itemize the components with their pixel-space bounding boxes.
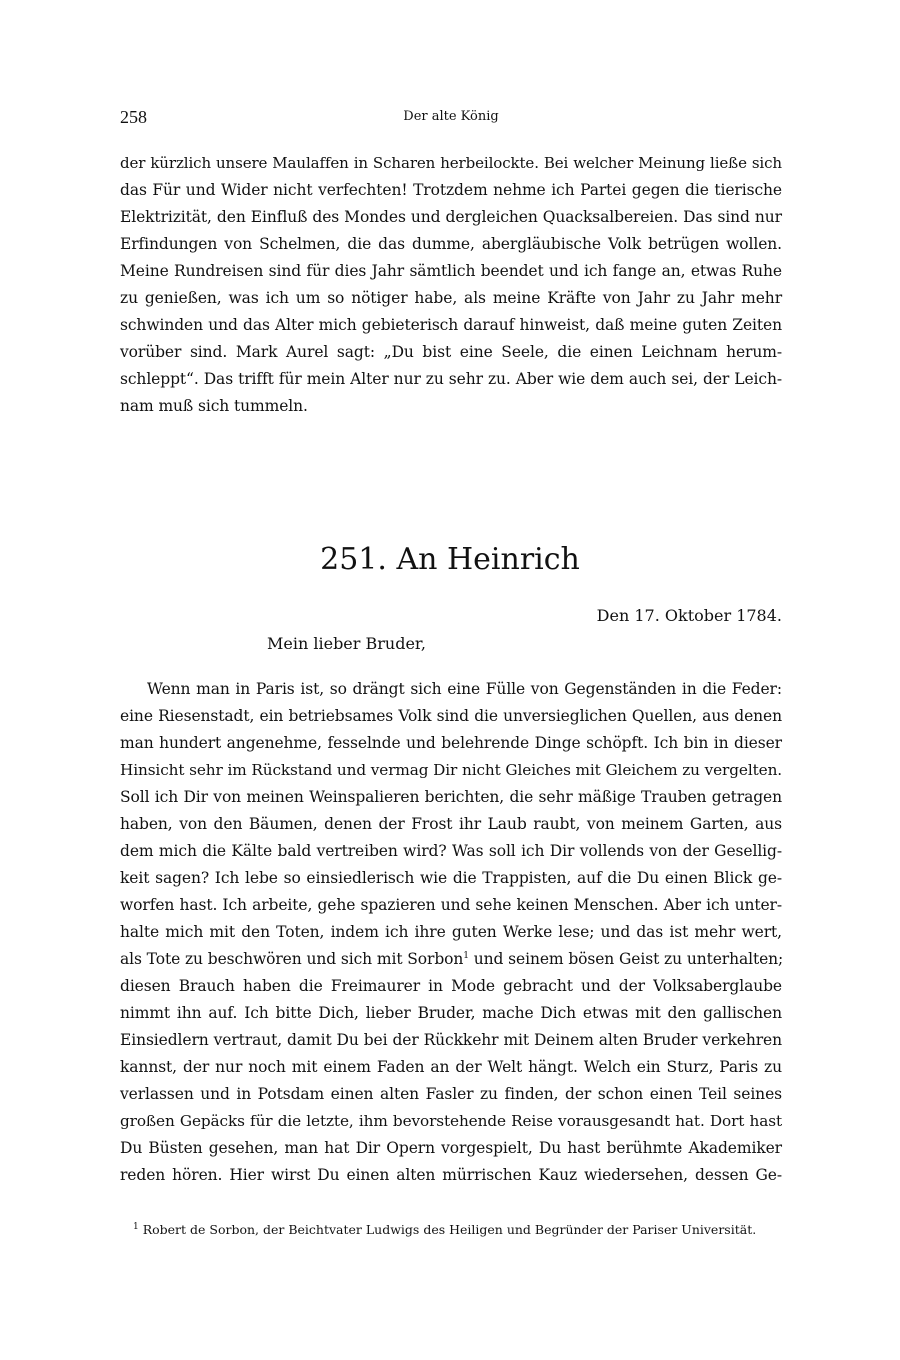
- text-line: Du Büsten gesehen, man hat Dir Opern vorgespielt, Du hast berühmte Akademiker: [120, 1139, 782, 1157]
- text-line: Erfindungen von Schelmen, die das dumme, abergläubische Volk betrügen wollen.: [120, 235, 782, 253]
- letter-date: Den 17. Oktober 1784.: [596, 606, 782, 625]
- text-line: Elektrizität, den Einfluß des Mondes und dergleichen Quacksalbereien. Das sind nur: [120, 208, 782, 226]
- text-line: schleppt“. Das trifft für mein Alter nur zu sehr zu. Aber wie dem auch sei, der Leich-: [120, 370, 782, 388]
- text-line: vorüber sind. Mark Aurel sagt: „Du bist eine Seele, die einen Leichnam herum-: [120, 343, 782, 361]
- footnote-marker: 1: [133, 1221, 139, 1232]
- text-line: Wenn man in Paris ist, so drängt sich eine Fülle von Gegenständen in die Feder:: [147, 680, 782, 698]
- text-line: eine Riesenstadt, ein betriebsames Volk sind die unversieglichen Quellen, aus denen: [120, 707, 782, 725]
- text-line: worfen hast. Ich arbeite, gehe spazieren und sehe keinen Menschen. Aber ich unter-: [120, 896, 782, 914]
- text-line: Meine Rundreisen sind für dies Jahr sämtlich beendet und ich fange an, etwas Ruhe: [120, 262, 782, 280]
- text-line: dem mich die Kälte bald vertreiben wird? Was soll ich Dir vollends von der Gesellig-: [120, 842, 782, 860]
- text-line: der kürzlich unsere Maulaffen in Scharen herbeilockte. Bei welcher Meinung ließe sich: [120, 154, 782, 172]
- text-line: nam muß sich tummeln.: [120, 397, 308, 415]
- footnote-reference[interactable]: 1: [463, 950, 469, 961]
- text-line: verlassen und in Potsdam einen alten Fasler zu finden, der schon einen Teil seines: [120, 1085, 782, 1103]
- text-line: nimmt ihn auf. Ich bitte Dich, lieber Bruder, mache Dich etwas mit den gallischen: [120, 1004, 782, 1022]
- text-line: man hundert angenehme, fesselnde und belehrende Dinge schöpft. Ich bin in dieser: [120, 734, 782, 752]
- running-head: [120, 106, 782, 128]
- text-line: großen Gepäcks für die letzte, ihm bevorstehende Reise vorausgesandt hat. Dort hast: [120, 1112, 782, 1130]
- footnote: [133, 1220, 793, 1240]
- text-line: keit sagen? Ich lebe so einsiedlerisch wie die Trappisten, auf die Du einen Blick ge-: [120, 869, 782, 887]
- letter-salutation: Mein lieber Bruder,: [267, 634, 426, 653]
- text-line: Soll ich Dir von meinen Weinspalieren berichten, die sehr mäßige Trauben getragen: [120, 788, 782, 806]
- text-segment: als Tote zu beschwören und sich mit Sorbon: [120, 950, 464, 968]
- text-line: das Für und Wider nicht verfechten! Trotzdem nehme ich Partei gegen die tierische: [120, 181, 782, 199]
- footnote-text: Robert de Sorbon, der Beichtvater Ludwigs des Heiligen und Begründer der Pariser Universität.: [142, 1222, 757, 1237]
- text-line: haben, von den Bäumen, denen der Frost ihr Laub raubt, von meinem Garten, aus: [120, 815, 782, 833]
- text-line: halte mich mit den Toten, indem ich ihre guten Werke lese; und das ist mehr wert,: [120, 923, 782, 941]
- text-line: Hinsicht sehr im Rückstand und vermag Dir nicht Gleiches mit Gleichem zu vergelten.: [120, 761, 783, 779]
- text-line: kannst, der nur noch mit einem Faden an der Welt hängt. Welch ein Sturz, Paris zu: [120, 1058, 782, 1076]
- running-title: Der alte König: [403, 109, 499, 124]
- text-line: schwinden und das Alter mich gebieterisch darauf hinweist, daß meine guten Zeiten: [120, 316, 782, 334]
- letter-heading: 251. An Heinrich: [320, 542, 580, 577]
- text-line-with-footnote: [120, 948, 782, 970]
- text-line: zu genießen, was ich um so nötiger habe, als meine Kräfte von Jahr zu Jahr mehr: [120, 289, 782, 307]
- text-segment: und seinem bösen Geist zu unterhalten;: [468, 950, 784, 968]
- text-line: reden hören. Hier wirst Du einen alten mürrischen Kauz wiedersehen, dessen Ge-: [120, 1166, 782, 1184]
- page-number: 258: [120, 107, 147, 127]
- text-line: diesen Brauch haben die Freimaurer in Mode gebracht und der Volksaberglaube: [120, 977, 782, 995]
- text-line: Einsiedlern vertraut, damit Du bei der Rückkehr mit Deinem alten Bruder verkehren: [120, 1031, 782, 1049]
